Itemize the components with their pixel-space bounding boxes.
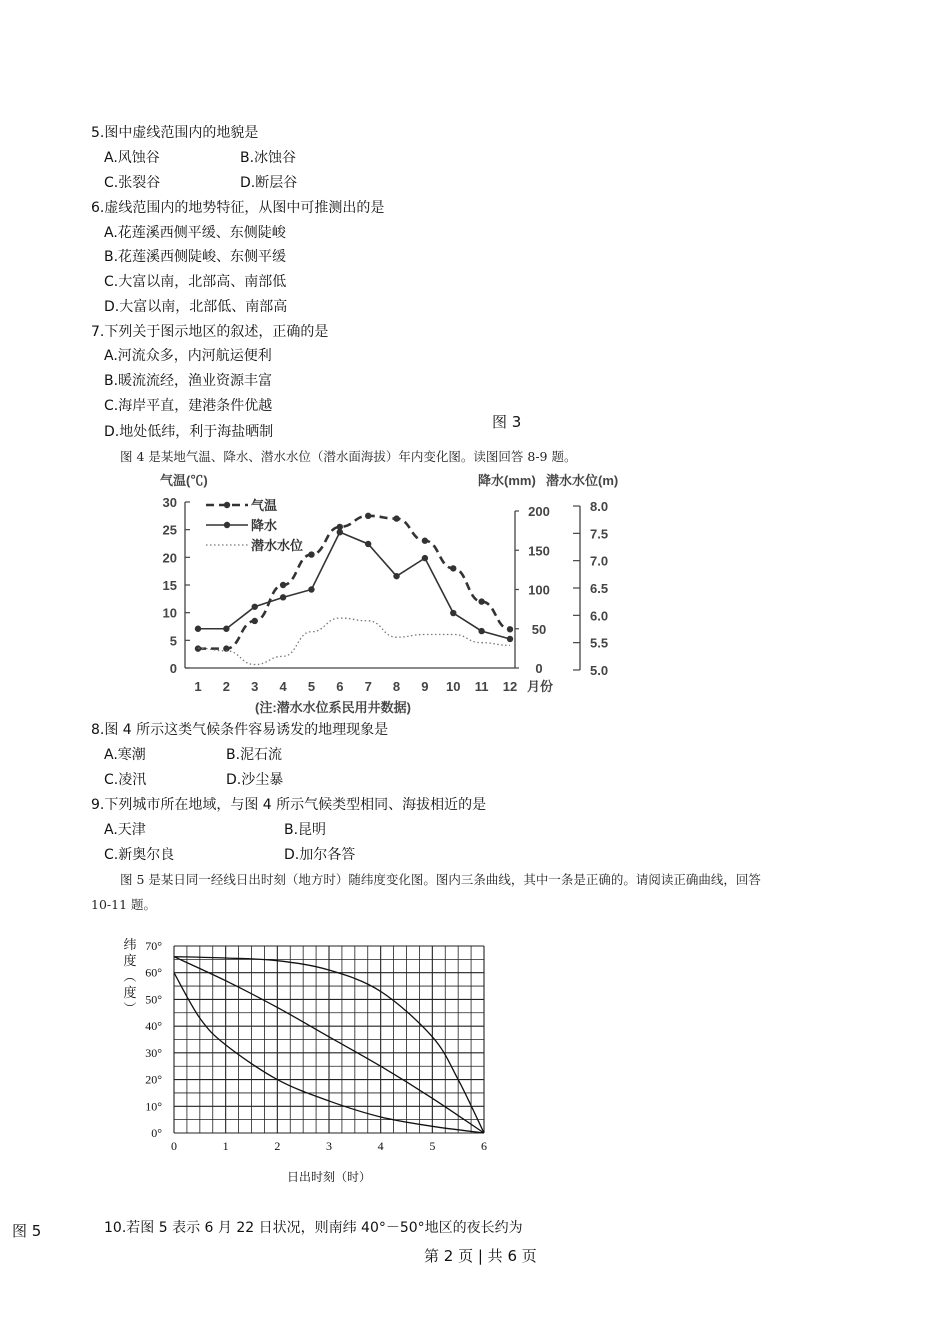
q6-option-a: A.花莲溪西侧平缓、东侧陡峻	[104, 225, 286, 241]
data-point-降水	[280, 594, 286, 600]
chart-note: (注:潜水水位系民用井数据)	[255, 700, 411, 715]
left-axis-label: 气温(℃)	[160, 473, 208, 488]
q8-option-a: A.寒潮	[104, 747, 146, 763]
q9-option-a: A.天津	[104, 822, 146, 838]
data-point-气温	[393, 515, 399, 521]
left-tick-label: 25	[162, 522, 177, 538]
figure-4-climate-chart	[160, 470, 630, 720]
figure-5-sunrise-chart	[110, 935, 510, 1190]
q5-option-a: A.风蚀谷	[104, 150, 160, 166]
data-point-气温	[478, 598, 484, 604]
water-table-tick-label: 7.0	[590, 553, 609, 569]
q8-option-b: B.泥石流	[226, 747, 283, 763]
legend-marker-降水	[224, 522, 230, 528]
series-line-降水	[198, 532, 510, 639]
month-tick-label: 3	[251, 679, 259, 694]
water-table-tick-label: 8.0	[590, 499, 609, 514]
month-tick-label: 12	[502, 679, 518, 694]
series-line-气温	[198, 516, 510, 649]
y-axis-label-char: 纬	[123, 938, 137, 953]
hour-tick-label: 0	[171, 1139, 177, 1153]
data-point-降水	[195, 626, 201, 632]
precip-tick-label: 0	[535, 661, 543, 676]
data-point-降水	[252, 604, 258, 610]
month-tick-label: 8	[392, 679, 401, 694]
legend-marker-气温	[224, 502, 230, 508]
q7-stem: 7.下列关于图示地区的叙述，正确的是	[91, 324, 329, 340]
legend-label-潜水水位: 潜水水位	[251, 538, 304, 553]
q7-option-d: D.地处低纬，利于海盐晒制	[104, 424, 274, 440]
q9-option-d: D.加尔各答	[284, 847, 356, 863]
precipitation-axis-label: 降水(mm)	[478, 473, 536, 488]
water-table-axis-label: 潜水水位(m)	[546, 473, 619, 488]
page-footer: 第 2 页 | 共 6 页	[424, 1247, 537, 1265]
q7-option-b: B.暖流流经，渔业资源丰富	[104, 373, 273, 389]
q6-option-b: B.花莲溪西侧陡峻、东侧平缓	[104, 249, 287, 265]
water-table-tick-label: 5.0	[590, 663, 609, 678]
y-axis-label-char: 度	[123, 986, 137, 1001]
data-point-降水	[478, 628, 484, 634]
month-tick-label: 9	[421, 679, 429, 694]
data-point-降水	[422, 555, 428, 561]
data-point-降水	[450, 610, 456, 616]
data-point-降水	[365, 541, 371, 547]
month-tick-label: 4	[279, 679, 287, 694]
q9-option-c: C.新奥尔良	[104, 847, 175, 863]
data-point-降水	[337, 529, 343, 535]
data-point-降水	[507, 636, 513, 642]
hour-tick-label: 5	[429, 1139, 436, 1153]
legend-label-降水: 降水	[251, 518, 278, 533]
left-tick-label: 10	[162, 605, 177, 621]
latitude-tick-label: 0°	[151, 1126, 162, 1140]
month-tick-label: 6	[336, 679, 344, 694]
y-axis-label-char: （	[121, 969, 136, 983]
data-point-气温	[252, 618, 258, 624]
q6-stem: 6.虚线范围内的地势特征，从图中可推测出的是	[91, 200, 385, 216]
latitude-tick-label: 70°	[145, 939, 162, 953]
left-tick-label: 20	[162, 550, 177, 566]
q8-option-d: D.沙尘暴	[226, 772, 284, 788]
legend-label-气温: 气温	[251, 498, 278, 513]
water-table-tick-label: 6.5	[590, 581, 609, 596]
left-tick-label: 30	[162, 495, 177, 510]
figure-4-intro: 图 4 是某地气温、降水、潜水水位（潜水面海拔）年内变化图。读图回答 8-9 题。	[120, 449, 577, 464]
data-point-降水	[308, 586, 314, 592]
precip-tick-label: 100	[528, 582, 550, 598]
latitude-tick-label: 50°	[145, 992, 162, 1007]
month-tick-label: 7	[364, 679, 372, 694]
figure-3-label: 图 3	[492, 413, 522, 431]
q8-option-c: C.凌汛	[104, 772, 147, 788]
latitude-tick-label: 10°	[145, 1099, 162, 1114]
data-point-气温	[450, 565, 456, 571]
hour-tick-label: 1	[222, 1139, 229, 1153]
month-tick-label: 5	[307, 679, 316, 694]
month-tick-label: 11	[474, 679, 489, 694]
q5-option-b: B.冰蚀谷	[240, 150, 297, 166]
latitude-tick-label: 40°	[145, 1019, 162, 1034]
data-point-气温	[280, 582, 286, 588]
latitude-tick-label: 30°	[145, 1045, 162, 1060]
data-point-降水	[223, 626, 229, 632]
hour-tick-label: 3	[326, 1139, 332, 1153]
y-axis-label-char: 度	[123, 954, 137, 969]
left-tick-label: 0	[169, 661, 177, 676]
q6-option-c: C.大富以南，北部高、南部低	[104, 274, 287, 290]
water-table-tick-label: 6.0	[590, 608, 609, 624]
month-tick-label: 10	[446, 679, 461, 694]
q5-option-d: D.断层谷	[240, 175, 298, 191]
q9-option-b: B.昆明	[284, 822, 327, 838]
water-table-tick-label: 7.5	[590, 526, 609, 542]
hour-tick-label: 6	[481, 1139, 487, 1153]
precip-tick-label: 150	[528, 543, 550, 559]
series-line-潜水水位	[198, 618, 510, 664]
latitude-tick-label: 20°	[145, 1072, 162, 1087]
q9-stem: 9.下列城市所在地域，与图 4 所示气候类型相同、海拔相近的是	[91, 797, 487, 813]
month-tick-label: 1	[194, 679, 202, 694]
data-point-降水	[393, 573, 399, 579]
precip-tick-label: 50	[531, 621, 547, 637]
hour-tick-label: 4	[377, 1139, 384, 1153]
water-table-tick-label: 5.5	[590, 635, 609, 651]
figure-5-label: 图 5	[12, 1222, 42, 1240]
q8-stem: 8.图 4 所示这类气候条件容易诱发的地理现象是	[91, 722, 389, 738]
data-point-气温	[308, 551, 314, 557]
hour-tick-label: 2	[274, 1139, 281, 1153]
x-axis-label: 日出时刻（时）	[286, 1170, 372, 1184]
q10-stem: 10.若图 5 表示 6 月 22 日状况，则南纬 40°－50°地区的夜长约为	[104, 1220, 523, 1236]
data-point-气温	[365, 513, 371, 519]
figure-5-intro-line-1: 图 5 是某日同一经线日出时刻（地方时）随纬度变化图。图内三条曲线，其中一条是正确的。请阅读正确曲线，回答	[120, 872, 761, 887]
left-tick-label: 15	[162, 578, 177, 593]
data-point-气温	[422, 538, 428, 544]
q6-option-d: D.大富以南，北部低、南部高	[104, 299, 288, 315]
latitude-tick-label: 60°	[145, 965, 162, 980]
figure-5-intro-line-2: 10-11 题。	[91, 897, 157, 912]
q5-option-c: C.张裂谷	[104, 175, 161, 191]
q7-option-c: C.海岸平直，建港条件优越	[104, 398, 273, 414]
q7-option-a: A.河流众多，内河航运便利	[104, 348, 272, 364]
month-tick-label: 2	[222, 679, 230, 694]
y-axis-label-char: ）	[121, 1001, 136, 1015]
left-tick-label: 5	[169, 633, 177, 649]
x-axis-label: 月份	[527, 679, 554, 694]
q5-stem: 5.图中虚线范围内的地貌是	[91, 125, 259, 141]
data-point-气温	[507, 626, 513, 632]
precip-tick-label: 200	[528, 504, 550, 519]
